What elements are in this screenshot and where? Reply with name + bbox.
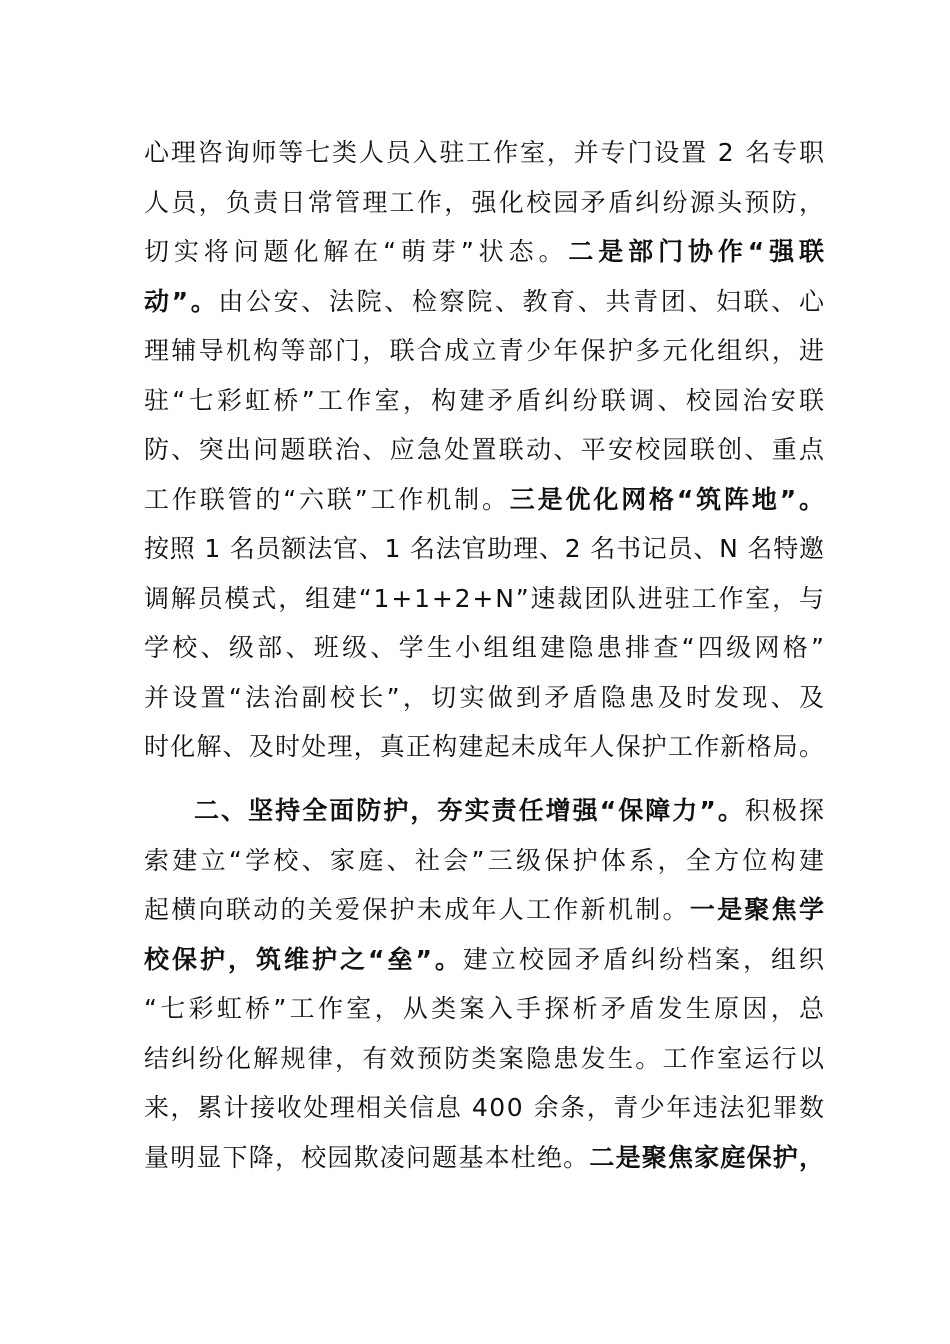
bold-text-run: 一是聚焦学 [689,895,827,924]
text-line [144,277,827,327]
text-line [144,227,829,277]
text-run: 积极探 [744,796,827,825]
text-run: 心理咨询师等七类人员入驻工作室，并专门设置 2 名专职 [144,138,826,167]
text-line [144,786,827,836]
text-run: 调解员模式，组建“1+1+2+N”速裁团队进驻工作室，与 [144,583,826,613]
text-run: 驻“七彩虹桥”工作室，构建矛盾纠纷联调、校园治安联 [144,385,828,415]
text-run: 理辅导机构等部门，联合成立青少年保护多元化组织，进 [144,336,827,365]
bold-text-run: 二是部门协作“强联 [568,237,829,266]
text-line [144,836,828,886]
text-run: 人员，负责日常管理工作，强化校园矛盾纠纷源头预防， [144,187,827,217]
text-run: 学校、级部、班级、学生小组组建隐患排查“四级网格” [144,633,828,662]
text-line [144,326,827,376]
text-run: 时化解、及时处理，真正构建起未成年人保护工作新格局。 [144,732,826,761]
text-run: 起横向联动的关爱保护未成年人工作新机制。 [144,895,690,924]
text-line [144,673,828,723]
text-line [144,574,824,624]
text-run: 量明显下降，校园欺凌问题基本杜绝。 [144,1142,590,1172]
text-line [144,376,828,426]
text-run: 按照 1 名员额法官、1 名法官助理、2 名书记员、N 名特邀 [144,534,825,563]
text-line [144,722,824,772]
paragraph-1 [144,128,829,772]
text-run: 由公安、法院、检察院、教育、共青团、妇联、心 [218,286,827,316]
text-line [144,425,827,475]
text-line [144,178,827,228]
text-run: 切实将问题化解在“萌芽”状态。 [144,237,569,266]
text-run: “七彩虹桥”工作室，从类案入手探析矛盾发生原因，总 [144,994,828,1023]
text-line [144,1034,827,1084]
text-line [144,935,827,985]
text-run: 工作联管的“六联”工作机制。 [144,484,510,514]
text-line [144,1133,824,1183]
bold-text-run: 三是优化网格“筑阵地”。 [509,484,827,514]
text-line [144,1083,824,1133]
text-line [144,885,827,935]
paragraph-2 [144,786,828,1182]
text-run: 并设置“法治副校长”，切实做到矛盾隐患及时发现、及 [144,682,828,712]
text-line [144,524,824,574]
bold-text-run: 二是聚焦家庭保护， [589,1142,826,1172]
text-line [144,623,828,673]
text-line [144,128,824,178]
bold-text-run: 校保护，筑维护之“垒”。 [144,944,463,974]
text-run: 索建立“学校、家庭、社会”三级保护体系，全方位构建 [144,845,828,875]
bold-text-run: 动”。 [144,286,219,316]
text-run: 防、突出问题联治、应急处置联动、平安校园联创、重点 [144,435,827,464]
text-run: 来，累计接收处理相关信息 400 余条，青少年违法犯罪数 [144,1093,826,1122]
text-run: 建立校园矛盾纠纷档案，组织 [462,944,827,974]
text-line [144,984,828,1034]
bold-text-run: 二、坚持全面防护，夯实责任增强“保障力”。 [194,796,745,825]
text-run: 结纠纷化解规律，有效预防类案隐患发生。工作室运行以 [144,1043,827,1073]
text-line [144,475,827,525]
